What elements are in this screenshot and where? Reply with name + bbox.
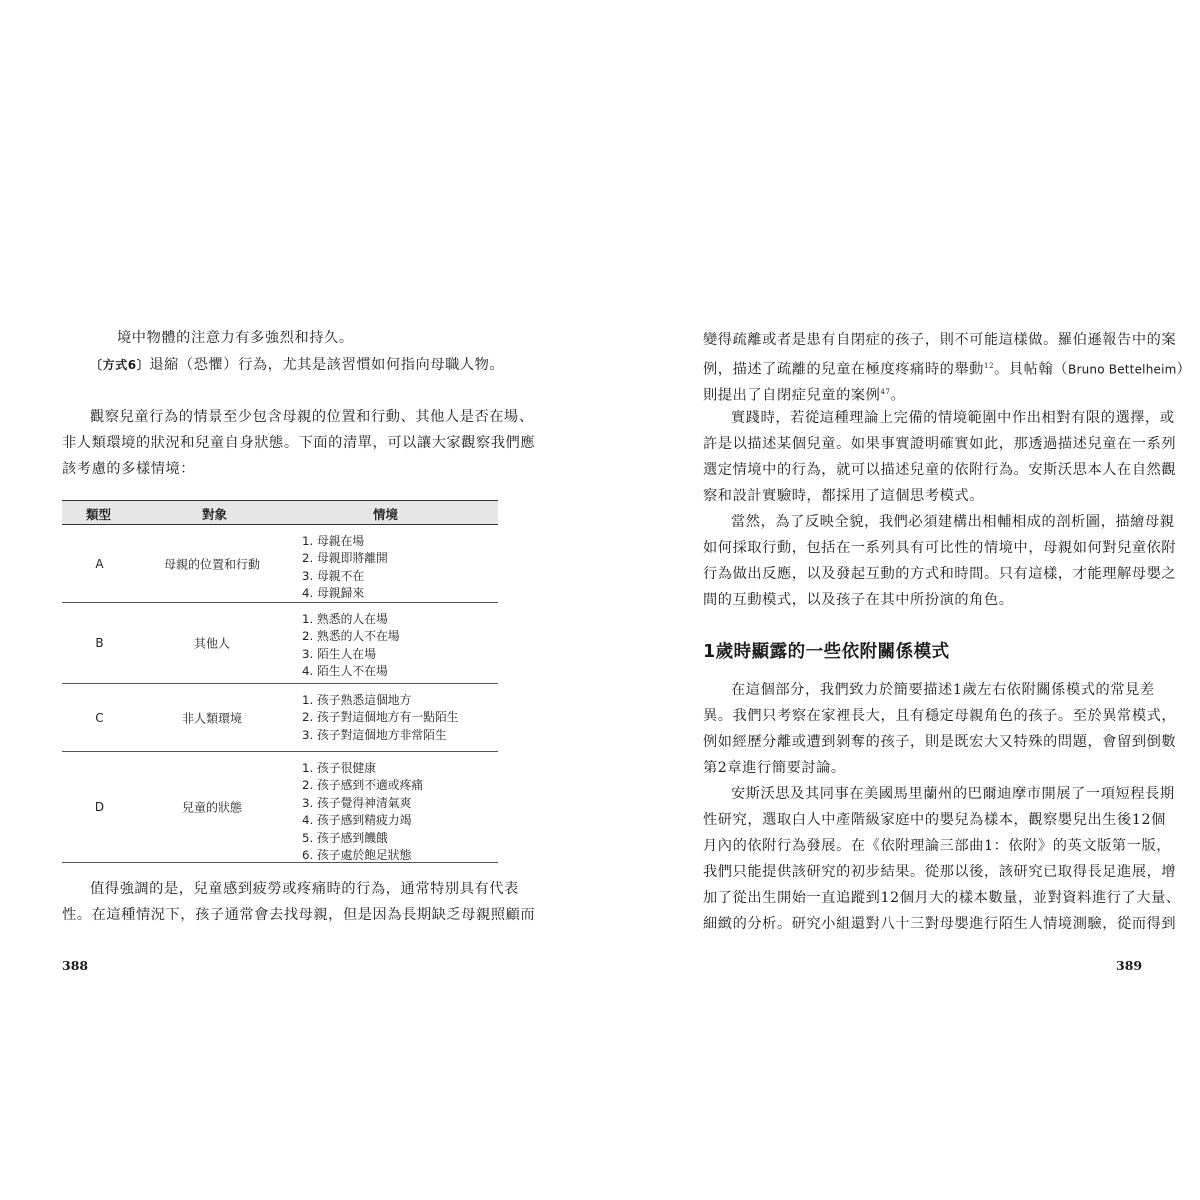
- text-line: 實踐時，若從這種理論上完備的情境範圍中作出相對有限的選擇，或: [731, 410, 1175, 426]
- situation-item: 4. 孩子感到精疲力竭: [302, 813, 412, 828]
- situation-item: 3. 孩子對這個地方非常陌生: [302, 727, 447, 742]
- situation-item: 1. 孩子很健康: [302, 761, 376, 775]
- cell-type: C: [95, 710, 104, 725]
- situation-item: 1. 母親在場: [302, 534, 365, 548]
- page-number: 388: [62, 958, 89, 973]
- situation-item: 4. 陌生人不在場: [302, 664, 388, 679]
- header-situation: 情境: [373, 507, 399, 522]
- cell-type: B: [95, 636, 104, 650]
- method-text: 退縮（恐懼）行為，尤其是該習慣如何指向母職人物。: [149, 357, 505, 373]
- situation-item: 3. 母親不在: [302, 568, 365, 583]
- cell-subject: 其他人: [193, 636, 230, 651]
- situation-item: 4. 母親歸來: [302, 586, 365, 601]
- table-header: [62, 500, 498, 525]
- table-row: [62, 525, 498, 603]
- text-line: 行為做出反應，以及發起互動的方式和時間。只有這樣，才能理解母嬰之: [703, 566, 1177, 582]
- text-line: 如何採取行動，包括在一系列具有可比性的情境中，母親如何對兒童依附: [703, 540, 1177, 556]
- text-line: 許是以描述某個兒童。如果事實證明確實如此，那透過描述兒童在一系列: [703, 436, 1177, 452]
- cell-situations: [302, 760, 423, 864]
- text-line: 察和設計實驗時，都採用了這個思考模式。: [703, 488, 984, 504]
- page-number: 389: [1116, 958, 1143, 973]
- text-line: 變得疏離或者是患有自閉症的孩子，則不可能這樣做。羅伯遜報告中的案: [703, 332, 1177, 348]
- english-name: Bruno Bettelheim: [1068, 362, 1177, 377]
- cell-situations: [302, 611, 400, 681]
- section-heading: 1歲時顯露的一些依附關係模式: [703, 642, 950, 662]
- text-line: 值得強調的是，兒童感到疲勞或疼痛時的行為，通常特別具有代表: [90, 881, 519, 897]
- situation-item: 2. 母親即將離開: [302, 551, 388, 566]
- situation-item: 3. 陌生人在場: [302, 646, 376, 661]
- text-line: 選定情境中的行為，就可以描述兒童的依附行為。安斯沃思本人在自然觀: [703, 462, 1177, 478]
- text-line: 性研究，選取白人中產階級家庭中的嬰兒為樣本，觀察嬰兒出生後12個: [703, 812, 1166, 828]
- text-line: 細緻的分析。研究小組還對八十三對母嬰進行陌生人情境測驗，從而得到: [703, 916, 1177, 932]
- text-line: 在這個部分，我們致力於簡要描述1歲左右依附關係模式的常見差: [731, 682, 1155, 698]
- text-line: 月內的依附行為發展。在《依附理論三部曲1：依附》的英文版第一版，: [703, 838, 1172, 854]
- situation-item: 2. 孩子對這個地方有一點陌生: [302, 710, 459, 725]
- situation-item: 2. 熟悉的人不在場: [302, 629, 400, 644]
- footnote-ref: 47: [880, 388, 891, 396]
- text-span: ）: [1176, 361, 1192, 378]
- cell-subject: 兒童的狀態: [181, 800, 242, 815]
- situation-item: 1. 熟悉的人在場: [302, 612, 388, 626]
- text-span: 例，描述了疏離的兒童在極度疼痛時的舉動: [703, 361, 984, 378]
- text-line: 該考慮的多樣情境：: [62, 461, 196, 477]
- cell-subject: 非人類環境: [181, 711, 242, 725]
- right-page: [600, 0, 1200, 1200]
- text-line: 間的互動模式，以及孩子在其中所扮演的角色。: [703, 592, 1014, 608]
- situation-item: 1. 孩子熟悉這個地方: [302, 693, 412, 707]
- text-line: 非人類環境的狀況和兒童自身狀態。下面的清單，可以讓大家觀察我們應: [62, 435, 536, 451]
- text-line: 性。在這種情況下，孩子通常會去找母親，但是因為長期缺乏母親照顧而: [62, 907, 536, 923]
- cell-situations: [302, 533, 388, 603]
- table-row: [62, 752, 498, 863]
- situation-item: 5. 孩子感到饑餓: [302, 830, 388, 845]
- text-line: 異。我們只考察在家裡長大，且有穩定母親角色的孩子。至於異常模式，: [703, 708, 1177, 724]
- text-span: 。: [890, 387, 906, 404]
- situation-item: 2. 孩子感到不適或疼痛: [302, 778, 424, 793]
- header-type: 類型: [86, 507, 112, 522]
- text-span: 則提出了自閉症兒童的案例: [703, 387, 881, 404]
- cell-type: D: [94, 800, 105, 814]
- table-row: [62, 684, 498, 752]
- footnote-ref: 12: [983, 362, 995, 370]
- situation-table: [62, 500, 498, 863]
- text-line: 當然，為了反映全貌，我們必須建構出相輔相成的剖析圖，描繪母親: [731, 514, 1175, 530]
- text-line: 境中物體的注意力有多強烈和持久。: [117, 330, 354, 346]
- situation-item: 3. 孩子覺得神清氣爽: [302, 795, 412, 810]
- text-span: 。貝帖翰（: [994, 361, 1069, 378]
- text-line: 第2章進行簡要討論。: [703, 760, 846, 776]
- text-line: 安斯沃思及其同事在美國馬里蘭州的巴爾迪摩市開展了一項短程長期: [731, 786, 1175, 802]
- cell-situations: [302, 692, 459, 744]
- text-line: [703, 382, 905, 406]
- situation-item: 6. 孩子處於飽足狀態: [302, 847, 412, 862]
- cell-type: A: [95, 556, 104, 571]
- text-line: 觀察兒童行為的情景至少包含母親的位置和行動、其他人是否在場、: [90, 409, 534, 425]
- text-line: [703, 356, 1191, 380]
- text-line: 我們只能提供該研究的初步結果。從那以後，該研究已取得長足進展，增: [703, 864, 1177, 880]
- text-line: 例如經歷分離或遭到剝奪的孩子，則是既宏大又特殊的問題，會留到倒數: [703, 734, 1177, 750]
- method-tag: 〔方式6〕: [90, 358, 150, 372]
- text-line: 加了從出生開始一直追蹤到12個月大的樣本數量，並對資料進行了大量、: [703, 890, 1181, 906]
- method-6-line: [90, 355, 504, 375]
- table-row: [62, 603, 498, 684]
- header-subject: 對象: [202, 507, 228, 522]
- cell-subject: 母親的位置和行動: [163, 557, 260, 571]
